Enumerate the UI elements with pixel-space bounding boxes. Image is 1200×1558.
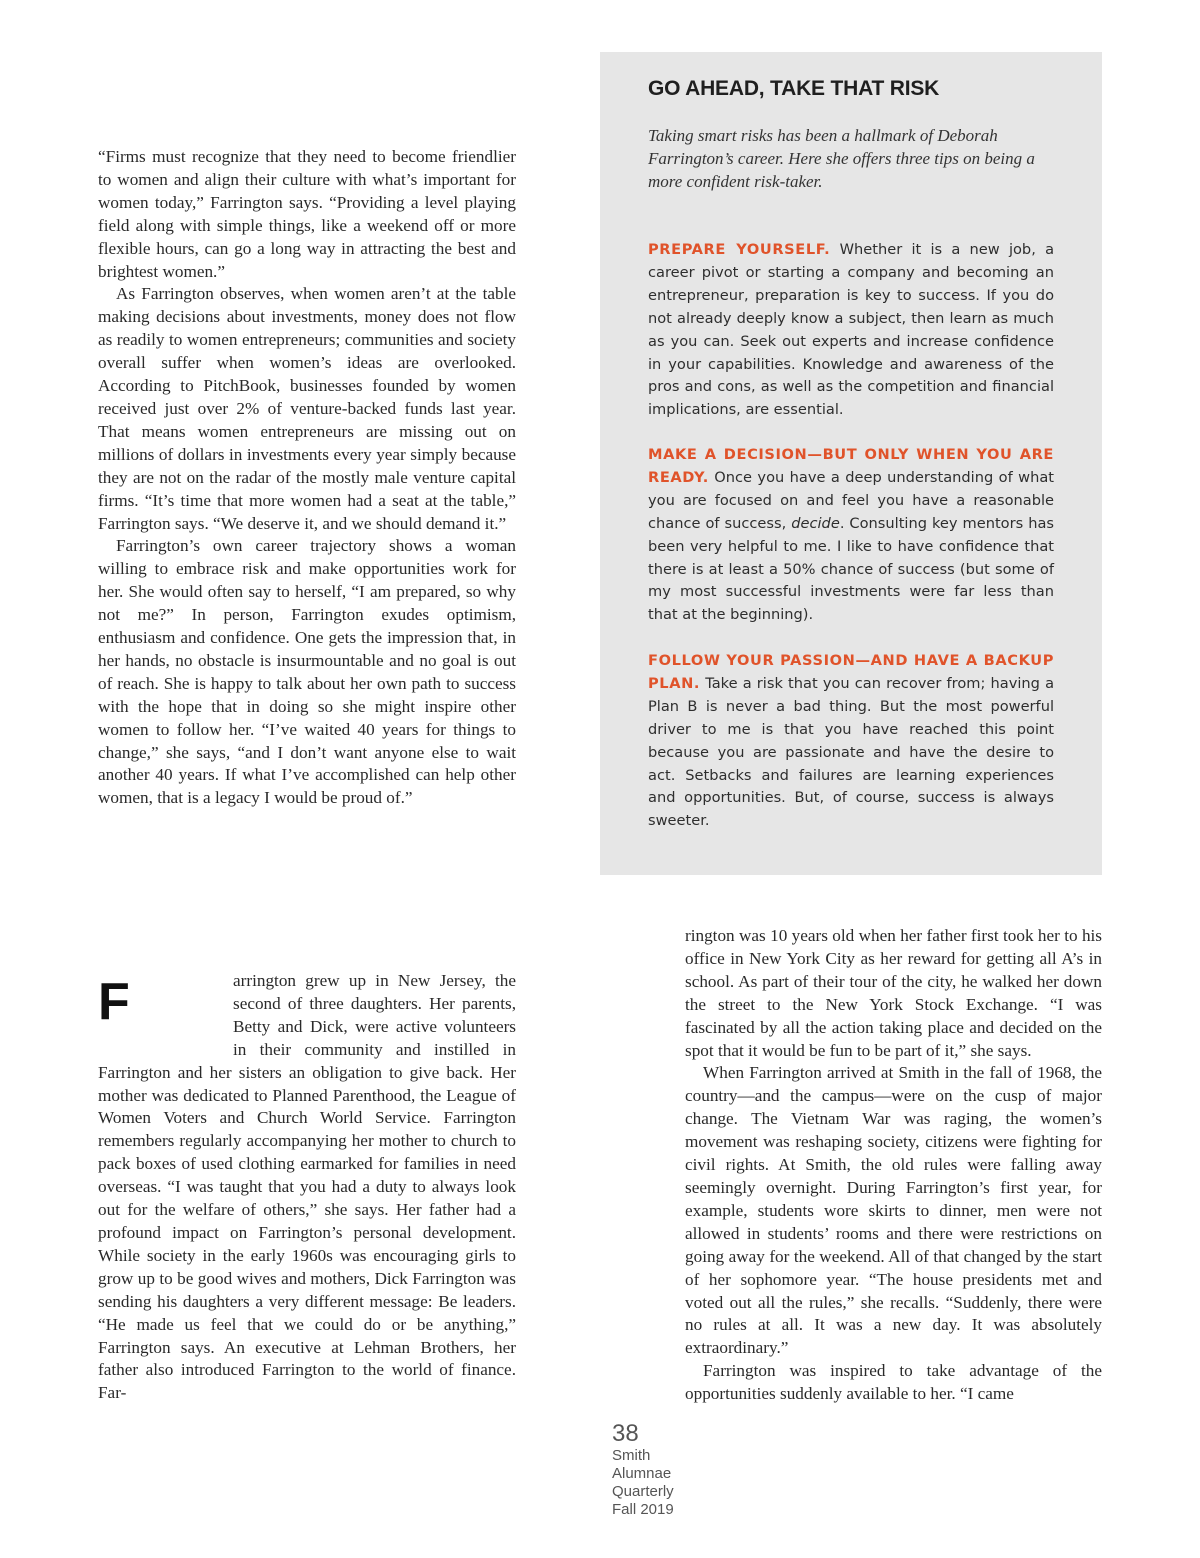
body-paragraph: Farrington was inspired to take advantage of the opportunities suddenly available to her. “I came [685, 1361, 1102, 1404]
tip-body: Take a risk that you can recover from; having a Plan B is never a bad thing. But the most powerful driver to me is that you have reached this point because you are passionate and have the desire to act. Setbacks and failures are learning experiences and opportunities. But, of course, success is always sweeter. [648, 674, 1055, 830]
article-column-left-top [98, 146, 516, 810]
tip-heading: MAKE A DECISION—BUT ONLY WHEN YOU ARE READY. [648, 446, 1054, 486]
body-paragraph: “Firms must recognize that they need to become friendlier to women and align their culture with what’s important for women today,” Farrington says. “Providing a level playing field along with simple things, like a weekend off or more flexible hours, can go a long way in attracting the best and brightest women.” [98, 147, 516, 281]
sidebar-intro: Taking smart risks has been a hallmark of Deborah Farrington’s career. Here she offers three tips on being a more confident risk-taker. [648, 126, 1035, 191]
body-paragraph: When Farrington arrived at Smith in the fall of 1968, the country—and the campus—were on the cusp of major change. The Vietnam War was raging, the women’s movement was reshaping society, citizens were fighting for civil rights. At Smith, the old rules were falling away seemingly overnight. During Farrington’s first year, for example, students wore skirts to dinner, men were not allowed in students’ rooms and there were restrictions on going away for the weekend. All of that changed by the start of her sophomore year. “The house presidents met and voted out all the rules,” she recalls. “Suddenly, there were no rules at all. It was a new day. It was absolutely extraordinary.” [685, 1063, 1102, 1358]
publication-name: Alumnae [612, 1465, 672, 1482]
tip-heading: FOLLOW YOUR PASSION—AND HAVE A BACKUP PLAN. [648, 652, 1054, 692]
tip-body: Once you have a deep understanding of what you are focused on and feel you have a reasonable chance of success, [648, 468, 1054, 532]
tip-heading: PREPARE YOURSELF. [648, 241, 831, 258]
sidebar-box [600, 52, 1102, 875]
sidebar-title: GO AHEAD, TAKE THAT RISK [648, 77, 940, 100]
body-paragraph: As Farrington observes, when women aren’t at the table making decisions about investments, money does not flow as readily to women entrepreneurs; communities and society overall suffer when women’s ideas are overlooked. According to PitchBook, businesses founded by women received just over 2% of venture-backed funds last year. That means women entrepreneurs are missing out on millions of dollars in investments every year simply because they are not on the radar of the mostly male venture capital firms. “It’s time that more women had a seat at the table,” Farrington says. “We deserve it, and we should demand it.” [98, 284, 516, 533]
folio [612, 1421, 674, 1519]
body-paragraph: rington was 10 years old when her father first took her to his office in New York City as her reward for getting all A’s in school. As part of their tour of the city, he walked her down the street to the New York Stock Exchange. “I was fascinated by all the action taking place and decided on the spot that it would be fun to be part of it,” she says. [685, 926, 1102, 1060]
publication-name: Smith [612, 1447, 651, 1464]
article-column-right [685, 925, 1102, 1406]
tip-item [648, 239, 1054, 422]
tip-body: Whether it is a new job, a career pivot or starting a company and becoming an entrepreneur, preparation is key to success. If you do not already deeply know a subject, then learn as much as you can. Seek out experts and increase confidence in your capabilities. Knowledge and awareness of the pros and cons, as well as the competition and financial implications, are essential. [648, 241, 1055, 419]
body-paragraph: Farrington’s own career trajectory shows a woman willing to embrace risk and make opportunities work for her. She would often say to herself, “I am prepared, so why not me?” In person, Farrington exudes optimism, enthusiasm and confidence. One gets the impression that, in her hands, no obstacle is insurmountable and no goal is out of reach. She is happy to talk about her own path to success with the hope that in doing so she might inspire other women to follow her. “I’ve waited 40 years for things to change,” she says, “and I don’t want anyone else to wait another 40 years. If what I’ve accomplished can help other women, that is a legacy I would be proud of.” [98, 536, 516, 808]
page-number: 38 [612, 1420, 639, 1447]
tip-emphasis: decide [791, 514, 840, 532]
issue-date: Fall 2019 [612, 1501, 674, 1518]
tip-body: . Consulting key mentors has been very helpful to me. I like to have confidence that there is at least a 50% chance of success (but some of my most successful investments were far less than that at the beginning). [648, 514, 1054, 624]
tip-item [648, 650, 1054, 833]
body-paragraph: arrington grew up in New Jersey, the second of three daughters. Her parents, Betty and Dick, were active volunteers in their community and instilled in Farrington and her sisters an obligation to give back. Her mother was dedicated to Planned Parenthood, the League of Women Voters and Church World Service. Farrington remembers regularly accompanying her mother to church to pack boxes of used clothing earmarked for families in need overseas. “I was taught that you had a duty to always look out for the welfare of others,” she says. Her father had a profound impact on Farrington’s personal development. While society in the early 1960s was encouraging girls to grow up to be good wives and mothers, Dick Farrington was sending his daughters a very different message: Be leaders. “He made us feel that we could do or be anything,” Farrington says. An executive at Lehman Brothers, her father also introduced Farrington to the world of finance. Far- [98, 971, 516, 1403]
publication-name: Quarterly [612, 1483, 674, 1500]
drop-cap: F [98, 973, 130, 1031]
tip-item [648, 444, 1054, 627]
article-column-left-bottom [98, 970, 516, 1405]
